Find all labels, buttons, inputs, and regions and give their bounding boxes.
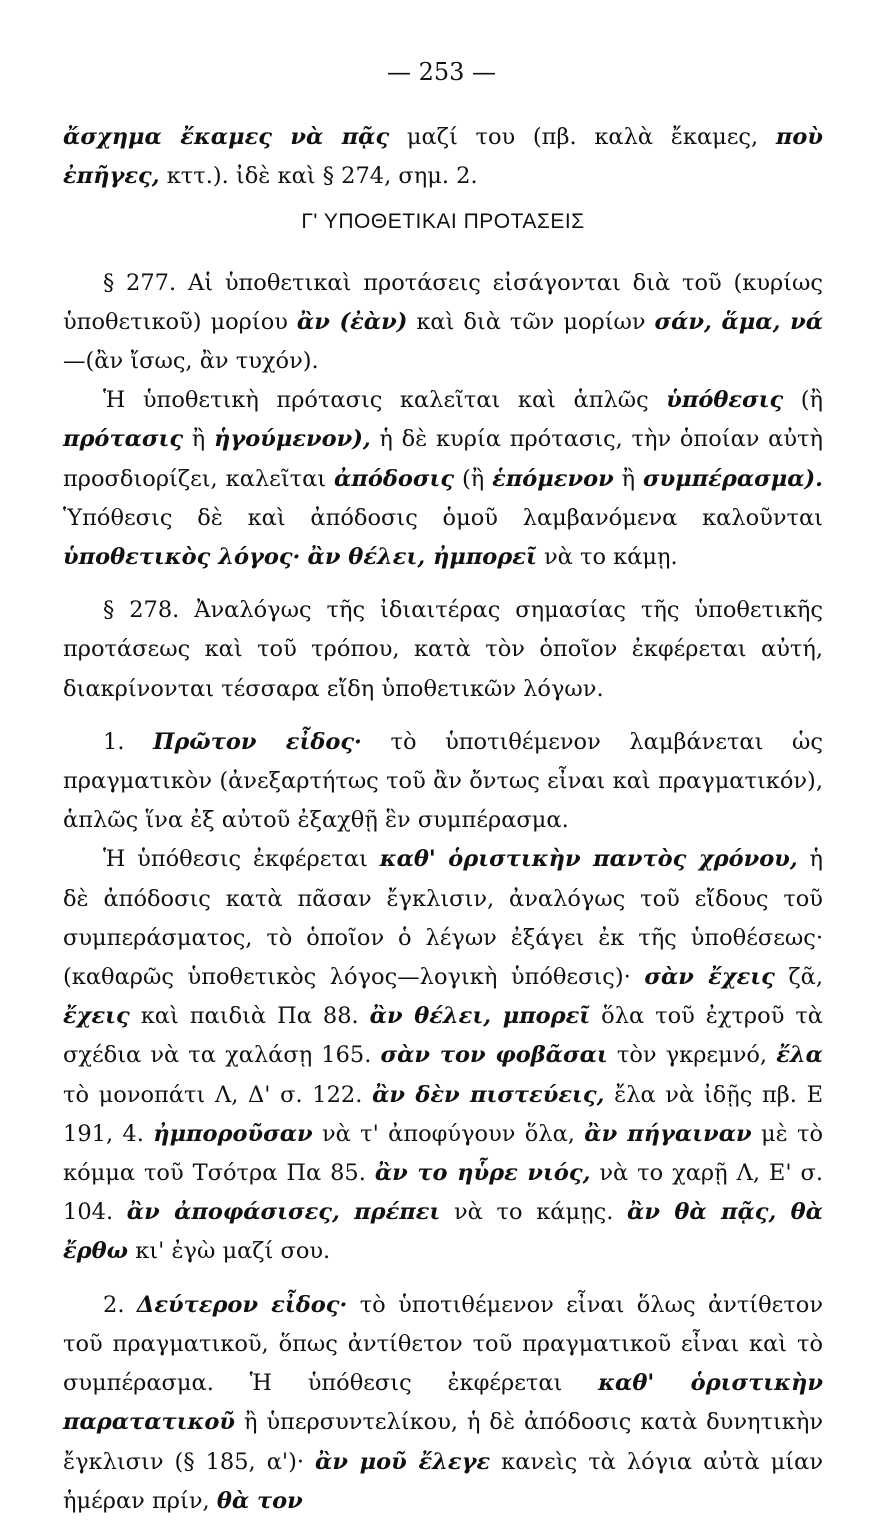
text-run: ἔλα νὰ ἰδῇς πβ. Ε 191, 4. — [63, 1081, 823, 1147]
emphasized-text: σάν, ἅμα, νά — [654, 308, 824, 335]
text-run: ἢ ὑπερσυντελίκου, ἡ δὲ ἀπόδοσις κατὰ δυνητικὴν ἔγκλισιν (§ 185, α')· — [63, 1409, 823, 1475]
text-run: § 277. Αἱ ὑποθετικαὶ προτάσεις εἰσάγονται διὰ τοῦ (κυρίως ὑποθετικοῦ) μορίου — [63, 269, 823, 335]
emphasized-text: ἡγούμενον), — [214, 426, 371, 453]
emphasized-text: ἂν δὲν πιστεύεις, — [372, 1081, 605, 1108]
emphasized-text: ἄσχημα ἔκαμες νὰ πᾷς — [63, 124, 390, 150]
emphasized-text: ὑποθετικὸς λόγος· — [63, 544, 301, 571]
text-run: νὰ το κάμῃ. — [536, 544, 678, 571]
emphasized-text: πρότασις — [63, 426, 184, 453]
text-run: § 278. Ἀναλόγως τῆς ἰδιαιτέρας σημασίας τῆς ὑποθετικῆς προτάσεως καὶ τοῦ τρόπου, κατὰ τὸν ὁποῖον ἐκφέρεται αὐτή, διακρίνονται τέσσαρα εἴδη ὑποθετικῶν λόγων. — [63, 597, 823, 702]
text-run: 2. — [103, 1291, 137, 1318]
text-run: νὰ το κάμῃς. — [440, 1199, 628, 1226]
paragraph — [63, 264, 823, 382]
text-run: νὰ τ' ἀποφύγουν ὅλα, — [312, 1120, 585, 1147]
emphasized-text: ἔχεις — [63, 1003, 130, 1030]
emphasized-text: ποὺ ἐπῆγες, — [63, 124, 823, 190]
section-heading: Γ' ΥΠΟΘΕΤΙΚΑΙ ΠΡΟΤΑΣΕΙΣ — [301, 210, 585, 234]
emphasized-text: σὰν τον φοβᾶσαι — [380, 1042, 608, 1069]
emphasized-text: ἂν θέλει, μπορεῖ — [369, 1003, 591, 1030]
emphasized-text: θὰ τον — [216, 1487, 303, 1514]
text-run: κανεὶς τὰ λόγια αὐτὰ μίαν ἡμέραν πρίν, — [63, 1448, 823, 1514]
text-run: Ἡ ὑποθετικὴ πρότασις καλεῖται καὶ ἁπλῶς — [103, 387, 667, 414]
paragraph — [63, 118, 823, 196]
text-run: καὶ διὰ τῶν μορίων — [407, 308, 655, 335]
text-run: κττ.). ἰδὲ καὶ § 274, σημ. 2. — [159, 163, 478, 190]
text-run: τὸν γκρεμνό, — [607, 1042, 777, 1069]
page-number: — 253 — — [386, 58, 497, 86]
emphasized-text: ἠμποροῦσαν — [153, 1120, 313, 1147]
emphasized-text: ἂν θὰ πᾷς, θὰ ἔρθω — [63, 1199, 824, 1265]
emphasized-text: ἂν θέλει, ἠμπορεῖ — [307, 544, 537, 571]
text-run: (ἢ — [783, 387, 823, 414]
text-run: καὶ παιδιὰ Πα 88. — [129, 1003, 370, 1030]
text-run: τὸ ὑποτιθέμενον λαμβάνεται ὡς πραγματικὸν (ἀνεξαρτήτως τοῦ ἂν ὄντως εἶναι καὶ πραγματικόν), ἁπλῶς ἵνα ἐξ αὐτοῦ ἐξαχθῇ ἓν συμπέρασμα. — [63, 728, 823, 834]
emphasized-text: σὰν ἔχεις — [644, 964, 775, 991]
paragraph — [63, 381, 823, 577]
text-run: ἡ δὲ κυρία πρότασις, τὴν ὁποίαν αὐτὴ προσδιορίζει, καλεῖται — [63, 426, 823, 492]
text-run: 1. — [103, 728, 154, 755]
text-run: κι' ἐγὼ μαζί σου. — [128, 1238, 331, 1265]
text-run: μὲ τὸ κόμμα τοῦ Τσότρα Πα 85. — [63, 1120, 823, 1187]
text-run: ἢ — [183, 426, 215, 453]
emphasized-text: συμπέρασμα). — [643, 465, 823, 492]
text-run: ὅλα τοῦ ἐχτροῦ τὰ σχέδια νὰ τα χαλάσῃ 165. — [63, 1003, 823, 1069]
text-run: Ὑπόθεσις δὲ καὶ ἀπόδοσις ὁμοῦ λαμβανόμενα καλοῦνται — [63, 504, 823, 531]
emphasized-text: ἂν μοῦ ἔλεγε — [315, 1448, 491, 1475]
emphasized-text: ἂν ἀποφάσισες, πρέπει — [126, 1199, 441, 1226]
text-run: —(ἂν ἴσως, ἂν τυχόν). — [63, 348, 319, 375]
emphasized-text: ὑπόθεσις — [666, 387, 784, 414]
text-run: τὸ ὑποτιθέμενον εἶναι ὅλως ἀντίθετον τοῦ πραγματικοῦ, ὅπως ἀντίθετον τοῦ πραγματικοῦ εἶναι καὶ τὸ συμπέρασμα. Ἡ ὑπόθεσις ἐκφέρεται — [63, 1291, 824, 1397]
text-run: (ἢ — [454, 465, 493, 492]
text-run: τὸ μονοπάτι Λ, Δ' σ. 122. — [63, 1081, 373, 1108]
emphasized-text: Πρῶτον εἶδος· — [153, 728, 362, 755]
text-run — [300, 544, 307, 570]
paragraph — [63, 723, 823, 841]
emphasized-text: καθ' ὁριστικὴν παρατατικοῦ — [63, 1370, 823, 1436]
paragraph — [63, 591, 823, 709]
text-run: Ἡ ὑπόθεσις ἐκφέρεται — [103, 846, 380, 873]
text-run: μαζί του (πβ. καλὰ ἔκαμες, — [389, 124, 776, 150]
emphasized-text: ἀπόδοσις — [334, 465, 455, 492]
emphasized-text: ἂν (ἐὰν) — [296, 308, 408, 335]
text-run: ζᾶ, — [774, 964, 824, 991]
emphasized-text: ἔλα — [776, 1042, 823, 1069]
emphasized-text: ἂν πήγαιναν — [584, 1120, 752, 1147]
body-text — [63, 118, 823, 1521]
text-run: νὰ το χαρῇ Λ, Ε' σ. 104. — [63, 1160, 823, 1226]
emphasized-text: Δεύτερον εἶδος· — [136, 1291, 348, 1318]
emphasized-text: ἂν το ηὗρε νιός, — [374, 1160, 591, 1187]
paragraph — [63, 1286, 823, 1521]
paragraph — [63, 840, 823, 1271]
text-run: ἡ δὲ ἀπόδοσις κατὰ πᾶσαν ἔγκλισιν, ἀναλόγως τοῦ εἴδους τοῦ συμπεράσματος, τὸ ὁποῖον ὁ λέγων ἐξάγει ἐκ τῆς ὑποθέσεως· (καθαρῶς ὑποθετικὸς λόγος—λογικὴ ὑπόθεσις)· — [63, 846, 823, 991]
emphasized-text: ἑπόμενον — [492, 465, 614, 492]
text-run: ἢ — [613, 465, 644, 492]
emphasized-text: καθ' ὁριστικὴν παντὸς χρόνου, — [379, 846, 798, 873]
